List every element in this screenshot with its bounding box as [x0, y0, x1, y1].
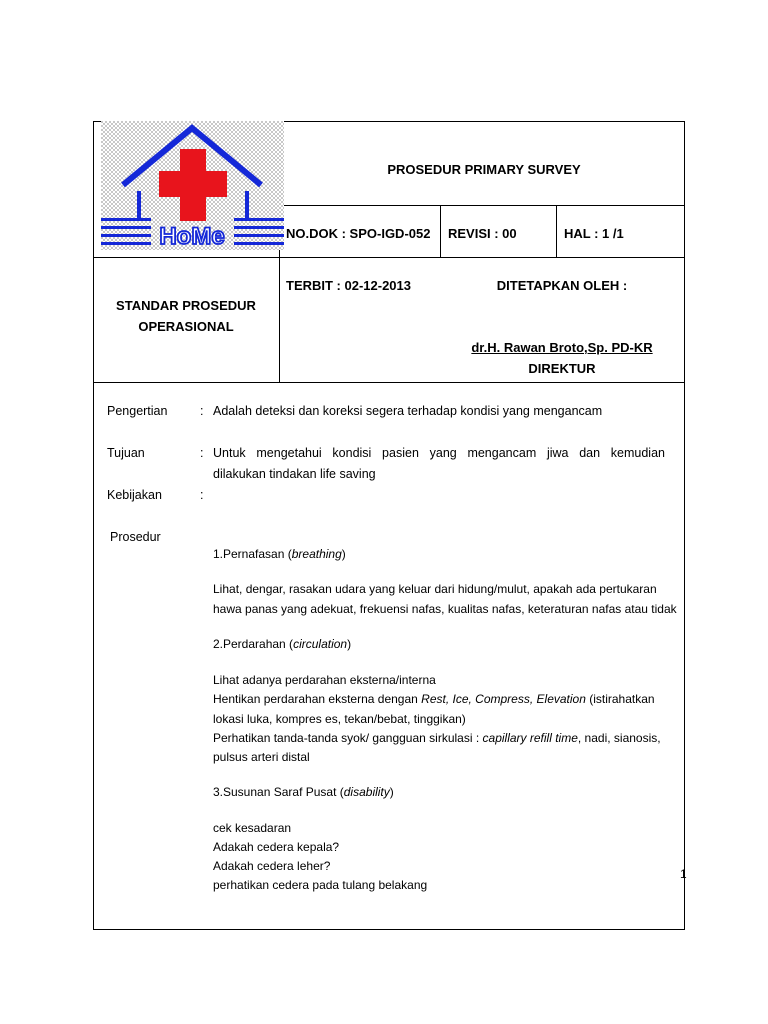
kebijakan-colon: : — [200, 488, 204, 502]
sop-label-line1: STANDAR PROSEDUR — [116, 298, 256, 313]
section-3-line-4: perhatikan cedera pada tulang belakang — [213, 878, 428, 892]
section-2-line-2: Hentikan perdarahan eksterna dengan Rest, Ice, Compress, Elevation (istirahatkan — [213, 692, 655, 706]
section-2-line-3: lokasi luka, kompres es, tekan/bebat, tinggikan) — [213, 712, 466, 726]
table-left-border — [93, 121, 94, 930]
pengertian-label: Pengertian — [107, 404, 168, 418]
page-number: 1 — [680, 867, 687, 881]
table-right-border — [684, 121, 685, 930]
header-mid-divider — [93, 257, 685, 258]
table-bottom-border — [93, 929, 685, 930]
section-1-heading: 1.Pernafasan (breathing) — [213, 547, 346, 561]
tujuan-text-2: dilakukan tindakan life saving — [213, 467, 376, 481]
hal-col-divider — [556, 205, 557, 257]
section-1-line-2: hawa panas yang adekuat, frekuensi nafas, kualitas nafas, keteraturan nafas atau tidak — [213, 602, 677, 616]
section-2-line-4: Perhatikan tanda-tanda syok/ gangguan sirkulasi : capillary refill time, nadi, sianosis, — [213, 731, 661, 745]
tujuan-label: Tujuan — [107, 446, 145, 460]
section-1-line-1: Lihat, dengar, rasakan udara yang keluar dari hidung/mulut, apakah ada pertukaran — [213, 582, 657, 596]
issue-date: TERBIT : 02-12-2013 — [286, 278, 411, 293]
document-title: PROSEDUR PRIMARY SURVEY — [387, 162, 581, 177]
section-3-line-3: Adakah cedera leher? — [213, 859, 331, 873]
section-3-line-1: cek kesadaran — [213, 821, 292, 835]
pengertian-colon: : — [200, 404, 204, 418]
signer-name: dr.H. Rawan Broto,Sp. PD-KR — [471, 340, 653, 355]
tujuan-text-1: Untuk mengetahui kondisi pasien yang mengancam jiwa dan kemudian — [213, 446, 665, 460]
section-3-line-2: Adakah cedera kepala? — [213, 840, 340, 854]
section-2-line-1: Lihat adanya perdarahan eksterna/interna — [213, 673, 436, 687]
revisi-col-divider — [440, 205, 441, 257]
revision: REVISI : 00 — [448, 226, 517, 241]
section-2-line-5: pulsus arteri distal — [213, 750, 310, 764]
doc-number: NO.DOK : SPO-IGD-052 — [286, 226, 431, 241]
approved-by-label: DITETAPKAN OLEH : — [496, 278, 628, 293]
section-3-heading: 3.Susunan Saraf Pusat (disability) — [213, 785, 394, 799]
hospital-logo — [101, 121, 284, 250]
sop-label-line2: OPERASIONAL — [138, 319, 234, 334]
header-row-divider — [284, 205, 685, 206]
kebijakan-label: Kebijakan — [107, 488, 162, 502]
signer-title: DIREKTUR — [528, 361, 596, 376]
tujuan-colon: : — [200, 446, 204, 460]
logo-text: HoMe — [159, 223, 225, 250]
pengertian-text: Adalah deteksi dan koreksi segera terhadap kondisi yang mengancam — [213, 404, 603, 418]
prosedur-label: Prosedur — [110, 530, 161, 544]
section-2-heading: 2.Perdarahan (circulation) — [213, 637, 352, 651]
page-info: HAL : 1 /1 — [564, 226, 624, 241]
header-bottom-divider — [93, 382, 685, 383]
